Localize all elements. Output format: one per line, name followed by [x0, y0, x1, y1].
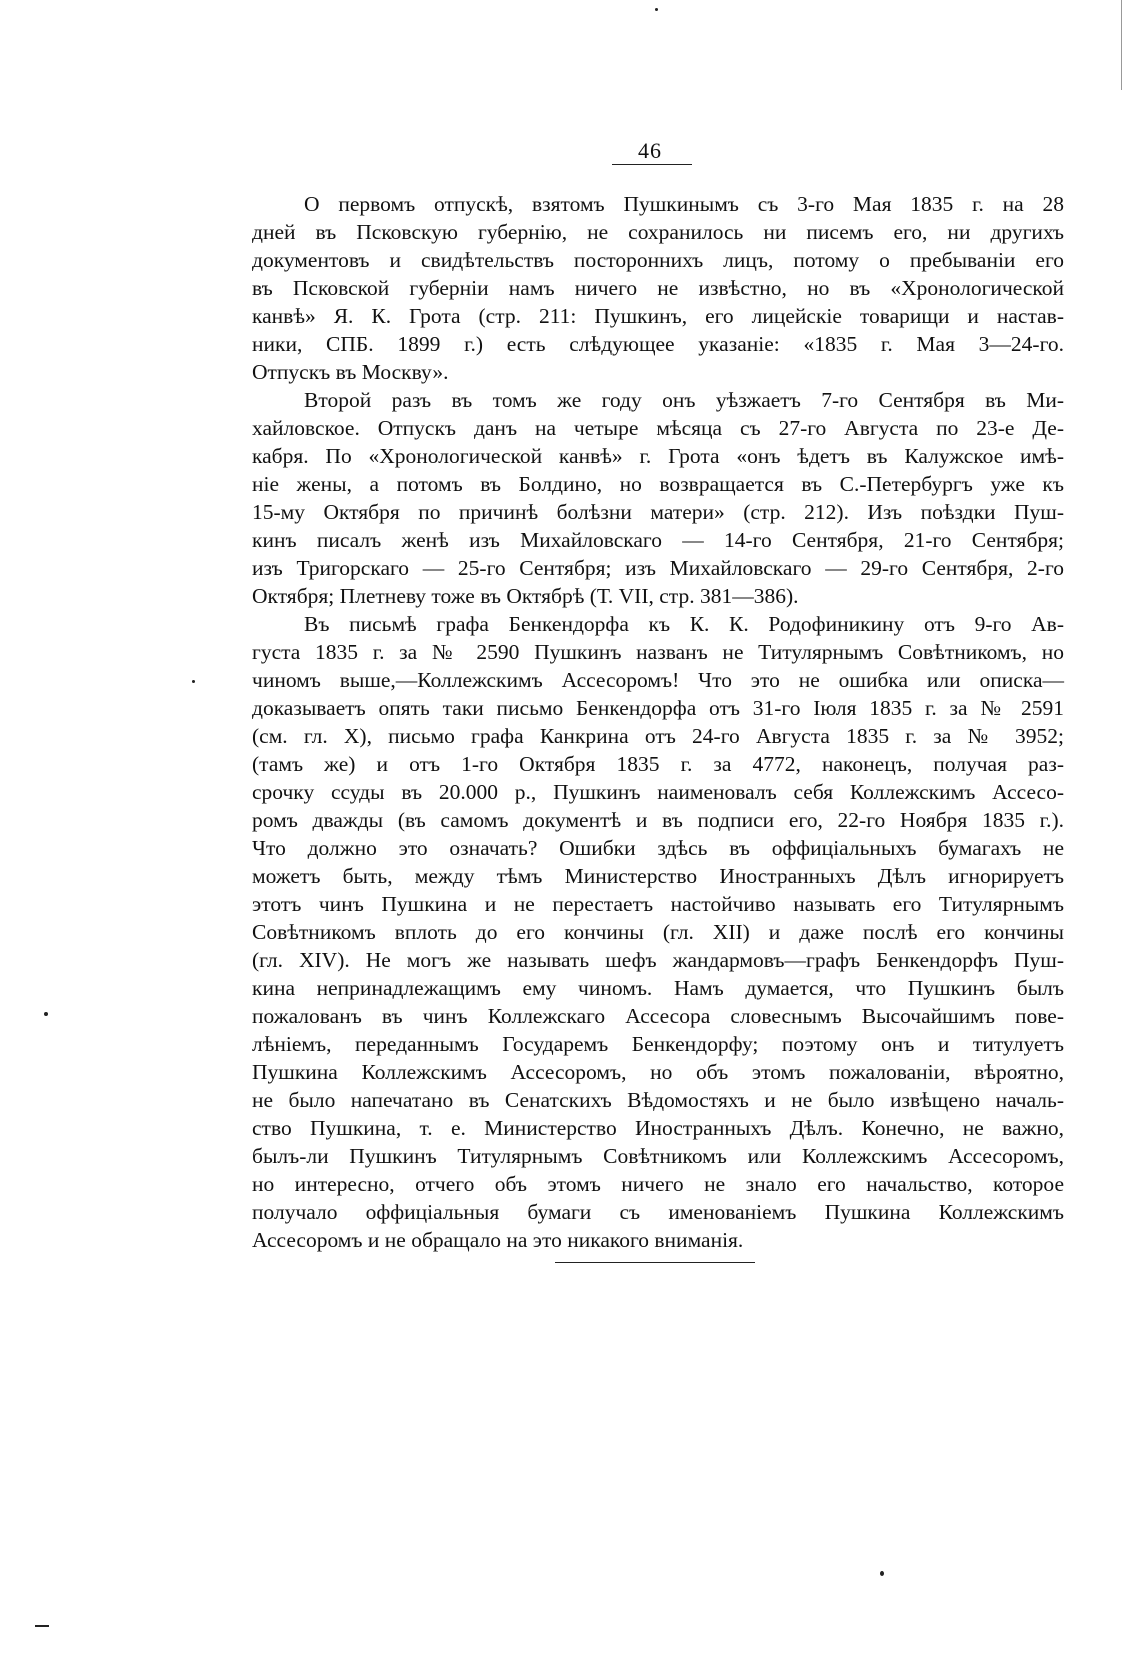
text-line: документовъ и свидѣтельствъ постороннихъ лицъ, потому о пребываніи его: [252, 248, 1064, 272]
text-line: ромъ дважды (въ самомъ документѣ и въ подписи его, 22-го Ноября 1835 г.).: [252, 808, 1064, 832]
text-line: не было напечатано въ Сенатскихъ Вѣдомостяхъ и не было извѣщено началь-: [252, 1088, 1064, 1112]
paragraph-3: [252, 610, 1064, 1254]
text-line: чиномъ выше,—Коллежскимъ Ассесоромъ! Что это не ошибка или описка—: [252, 668, 1064, 692]
text-line: О первомъ отпускѣ, взятомъ Пушкинымъ съ 3-го Мая 1835 г. на 28: [304, 192, 1064, 216]
text-line: ники, СПБ. 1899 г.) есть слѣдующее указаніе: «1835 г. Мая 3—24-го.: [252, 332, 1064, 356]
text-line: Совѣтникомъ вплоть до его кончины (гл. XII) и даже послѣ его кончины: [252, 920, 1064, 944]
text-line: (см. гл. X), письмо графа Канкрина отъ 24-го Августа 1835 г. за № 3952;: [252, 724, 1064, 748]
text-line: Ассесоромъ и не обращало на это никакого вниманія.: [252, 1228, 744, 1252]
scan-speck: [655, 8, 658, 11]
paragraph-2: [252, 386, 1064, 610]
text-line: можетъ быть, между тѣмъ Министерство Иностранныхъ Дѣлъ игнорируетъ: [252, 864, 1064, 888]
text-line: въ Псковской губерніи намъ ничего не извѣстно, но въ «Хронологической: [252, 276, 1064, 300]
scan-speck: [880, 1571, 884, 1576]
text-line: дней въ Псковскую губернію, не сохранилось ни писемъ его, ни другихъ: [252, 220, 1064, 244]
text-line: изъ Тригорскаго — 25-го Сентября; изъ Михайловскаго — 29-го Сентября, 2-го: [252, 556, 1064, 580]
text-line: хайловское. Отпускъ данъ на четыре мѣсяца съ 27-го Августа по 23-е Де-: [252, 416, 1064, 440]
text-line: (гл. XIV). Не могъ же называть шефъ жандармовъ—графъ Бенкендорфъ Пуш-: [252, 948, 1064, 972]
text-line: ніе жены, а потомъ въ Болдино, но возвращается въ С.-Петербургъ уже къ: [252, 472, 1064, 496]
page-number-rule: [612, 164, 692, 165]
text-line: (тамъ же) и отъ 1-го Октября 1835 г. за 4772, наконецъ, получая раз-: [252, 752, 1064, 776]
text-line: канвѣ» Я. К. Грота (стр. 211: Пушкинъ, его лицейскіе товарищи и настав-: [252, 304, 1064, 328]
text-line: ство Пушкина, т. е. Министерство Иностранныхъ Дѣлъ. Конечно, не важно,: [252, 1116, 1064, 1140]
text-line: лѣніемъ, переданнымъ Государемъ Бенкендорфу; поэтому онъ и титулуетъ: [252, 1032, 1064, 1056]
text-line: былъ-ли Пушкинъ Титулярнымъ Совѣтникомъ или Коллежскимъ Ассесоромъ,: [252, 1144, 1064, 1168]
section-end-rule: [555, 1262, 755, 1263]
text-line: 15-му Октября по причинѣ болѣзни матери» (стр. 212). Изъ поѣздки Пуш-: [252, 500, 1064, 524]
page-number: 46: [638, 138, 662, 163]
scan-speck: [192, 680, 195, 683]
text-line: срочку ссуды въ 20.000 р., Пушкинъ наименовалъ себя Коллежскимъ Ассесо-: [252, 780, 1064, 804]
text-line: кабря. По «Хронологической канвѣ» г. Грота «онъ ѣдетъ въ Калужское имѣ-: [252, 444, 1064, 468]
scan-dash-mark: [35, 1625, 49, 1627]
text-line: Второй разъ въ томъ же году онъ уѣзжаетъ 7-го Сентября въ Ми-: [304, 388, 1064, 412]
text-line: Отпускъ въ Москву».: [252, 360, 449, 384]
text-line: Октября; Плетневу тоже въ Октябрѣ (Т. VII, стр. 381—386).: [252, 584, 799, 608]
text-line: кинъ писалъ женѣ изъ Михайловскаго — 14-го Сентября, 21-го Сентября;: [252, 528, 1064, 552]
text-line: пожалованъ въ чинъ Коллежскаго Ассесора словеснымъ Высочайшимъ пове-: [252, 1004, 1064, 1028]
text-line: Что должно это означать? Ошибки здѣсь въ оффиціальныхъ бумагахъ не: [252, 836, 1064, 860]
text-line: густа 1835 г. за № 2590 Пушкинъ названъ не Титулярнымъ Совѣтникомъ, но: [252, 640, 1064, 664]
scan-edge-line: [1121, 0, 1122, 90]
text-line: но интересно, отчего объ этомъ ничего не знало его начальство, которое: [252, 1172, 1064, 1196]
scan-speck: [44, 1012, 48, 1016]
text-line: кина непринадлежащимъ ему чиномъ. Намъ думается, что Пушкинъ былъ: [252, 976, 1064, 1000]
body-text: [252, 190, 1064, 1254]
text-line: Въ письмѣ графа Бенкендорфа къ К. К. Родофиникину отъ 9-го Ав-: [304, 612, 1064, 636]
text-line: этотъ чинъ Пушкина и не перестаетъ настойчиво называть его Титулярнымъ: [252, 892, 1064, 916]
text-line: доказываетъ опять таки письмо Бенкендорфа отъ 31-го Іюля 1835 г. за № 2591: [252, 696, 1064, 720]
paragraph-1: [252, 190, 1064, 386]
text-line: получало оффиціальныя бумаги съ именованіемъ Пушкина Коллежскимъ: [252, 1200, 1064, 1224]
text-line: Пушкина Коллежскимъ Ассесоромъ, но объ этомъ пожалованіи, вѣроятно,: [252, 1060, 1064, 1084]
